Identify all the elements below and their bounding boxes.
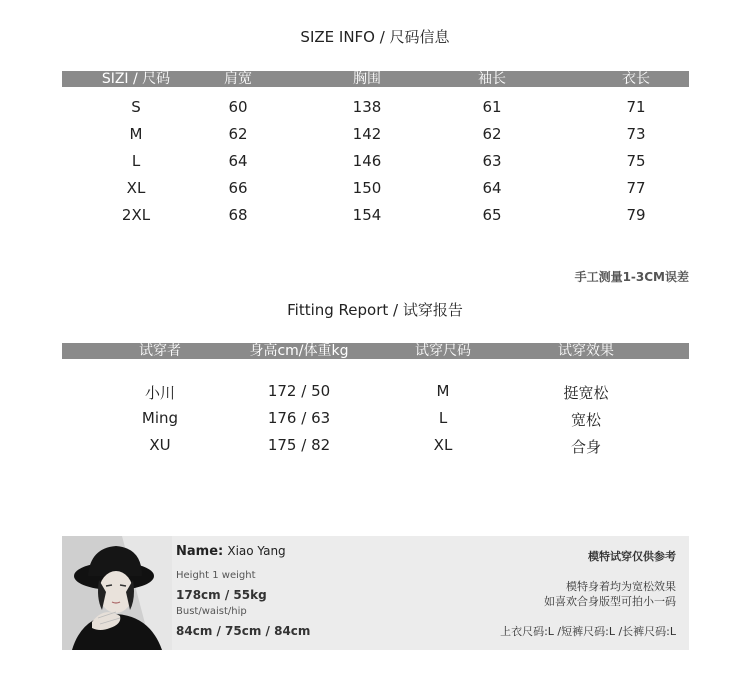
height-weight-cell: 175 / 82 — [267, 436, 331, 454]
tester-cell: 小川 — [144, 384, 176, 402]
size-table-body — [62, 98, 689, 238]
size-header-length: 衣长 — [622, 71, 650, 87]
model-name-value: Xiao Yang — [227, 544, 286, 558]
size-cell: M — [129, 125, 143, 143]
size-cell: L — [131, 152, 141, 170]
model-reference-title: 模特试穿仅供参考 — [588, 550, 676, 563]
bwh-label: Bust/waist/hip — [176, 606, 247, 617]
height-weight-value: 178cm / 55kg — [176, 588, 267, 602]
effect-cell: 宽松 — [570, 411, 602, 429]
model-photo — [62, 536, 172, 650]
sleeve-cell: 65 — [482, 206, 502, 224]
chest-cell: 138 — [352, 98, 382, 116]
shoulder-cell: 66 — [228, 179, 248, 197]
length-cell: 75 — [626, 152, 646, 170]
measurement-note: 手工测量1-3CM误差 — [574, 270, 689, 284]
chest-cell: 142 — [352, 125, 382, 143]
size-cell: M — [436, 382, 450, 400]
sleeve-cell: 63 — [482, 152, 502, 170]
size-header-chest: 胸围 — [353, 71, 381, 87]
height-weight-cell: 176 / 63 — [267, 409, 331, 427]
size-cell: 2XL — [121, 206, 151, 224]
table-row — [62, 409, 689, 429]
table-row — [62, 125, 689, 145]
shoulder-cell: 62 — [228, 125, 248, 143]
fitting-table-body — [62, 382, 689, 462]
sleeve-cell: 61 — [482, 98, 502, 116]
length-cell: 71 — [626, 98, 646, 116]
model-reference-line1: 模特身着均为宽松效果 — [566, 580, 676, 593]
fitting-header-effect: 试穿效果 — [558, 343, 614, 359]
model-sizes: 上衣尺码:L /短裤尺码:L /长裤尺码:L — [500, 625, 676, 638]
table-row — [62, 436, 689, 456]
size-table-header — [62, 71, 689, 87]
size-cell: S — [131, 98, 141, 116]
length-cell: 73 — [626, 125, 646, 143]
model-reference-line2: 如喜欢合身版型可拍小一码 — [544, 595, 676, 608]
fitting-header-size: 试穿尺码 — [415, 343, 471, 359]
height-weight-label: Height 1 weight — [176, 570, 256, 581]
tester-cell: XU — [149, 436, 171, 454]
sleeve-cell: 64 — [482, 179, 502, 197]
length-cell: 77 — [626, 179, 646, 197]
chest-cell: 150 — [352, 179, 382, 197]
model-name — [176, 544, 286, 559]
shoulder-cell: 68 — [228, 206, 248, 224]
sleeve-cell: 62 — [482, 125, 502, 143]
model-name-label: Name: — [176, 544, 224, 559]
tester-cell: Ming — [141, 409, 179, 427]
table-row — [62, 206, 689, 226]
fitting-header-height-weight: 身高cm/体重kg — [249, 343, 349, 359]
chest-cell: 154 — [352, 206, 382, 224]
model-photo-illustration — [62, 536, 172, 650]
fitting-header-tester: 试穿者 — [139, 343, 181, 359]
size-cell: XL — [126, 179, 146, 197]
table-row — [62, 382, 689, 402]
effect-cell: 合身 — [570, 438, 602, 456]
chest-cell: 146 — [352, 152, 382, 170]
shoulder-cell: 64 — [228, 152, 248, 170]
fitting-report-title: Fitting Report / 试穿报告 — [287, 301, 463, 319]
shoulder-cell: 60 — [228, 98, 248, 116]
size-cell: L — [438, 409, 448, 427]
table-row — [62, 152, 689, 172]
size-header-sleeve: 袖长 — [478, 71, 506, 87]
length-cell: 79 — [626, 206, 646, 224]
bwh-value: 84cm / 75cm / 84cm — [176, 624, 311, 638]
size-cell: XL — [433, 436, 453, 454]
size-header-size: SIZI / 尺码 — [101, 71, 171, 87]
size-header-shoulder: 肩宽 — [224, 71, 252, 87]
effect-cell: 挺宽松 — [563, 384, 609, 402]
fitting-table-header — [62, 343, 689, 359]
size-info-title: SIZE INFO / 尺码信息 — [300, 28, 450, 46]
height-weight-cell: 172 / 50 — [267, 382, 331, 400]
table-row — [62, 98, 689, 118]
table-row — [62, 179, 689, 199]
